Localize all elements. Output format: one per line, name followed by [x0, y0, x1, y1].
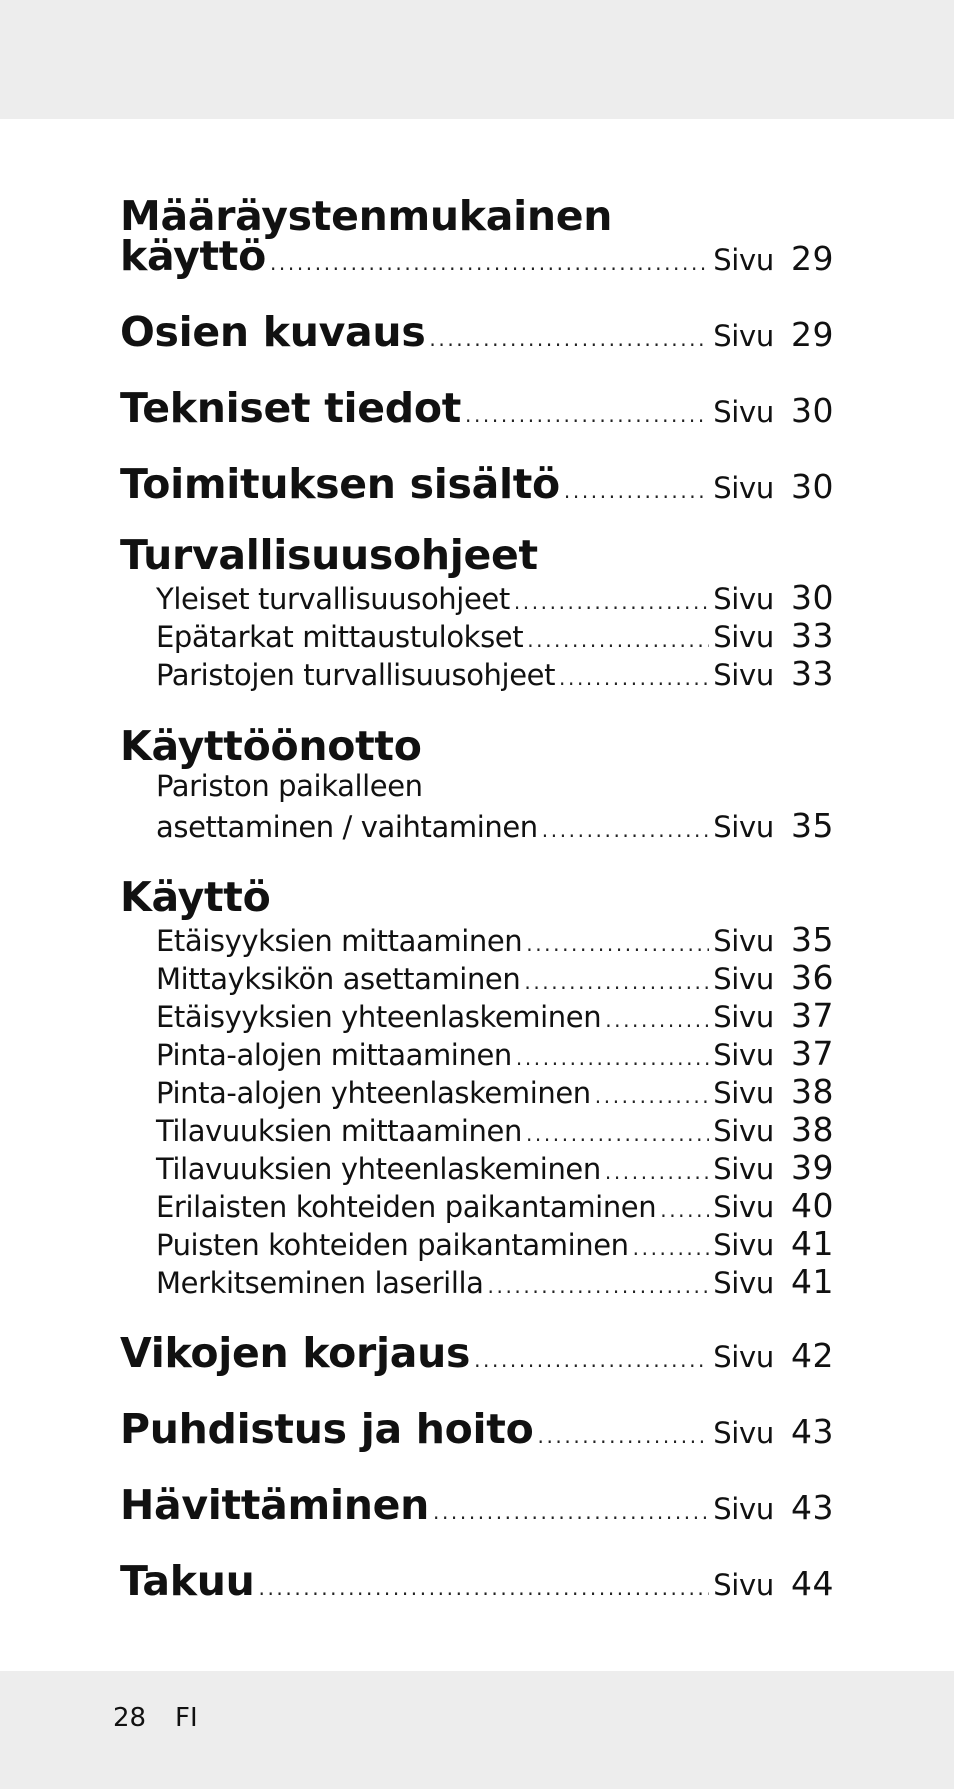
dot-leader: [542, 818, 709, 842]
toc-subentry: Etäisyyksien mittaaminen: [156, 924, 523, 958]
sivu-label: Sivu: [713, 962, 774, 996]
page-number: 35: [791, 920, 834, 959]
toc-entry[interactable]: [120, 460, 834, 508]
dot-leader: [429, 327, 709, 351]
dot-leader: [595, 1084, 709, 1108]
sivu-label: Sivu: [713, 395, 774, 429]
dot-leader: [605, 1008, 709, 1032]
sivu-label: Sivu: [713, 1190, 774, 1224]
toc-heading: Puhdistus ja hoito: [120, 1405, 534, 1453]
toc-subentry: Pinta-alojen yhteenlaskeminen: [156, 1076, 591, 1110]
page-number: 35: [791, 806, 834, 845]
toc-heading: Osien kuvaus: [120, 308, 426, 356]
toc-entry[interactable]: [120, 308, 834, 356]
sivu-label: Sivu: [713, 1038, 774, 1072]
dot-leader: [564, 479, 709, 503]
page-number: 29: [791, 315, 834, 354]
toc-entry[interactable]: [156, 616, 834, 655]
dot-leader: [524, 970, 709, 994]
sivu-label: Sivu: [713, 1266, 774, 1300]
page-number: 30: [791, 391, 834, 430]
sivu-label: Sivu: [713, 1492, 774, 1526]
sivu-label: Sivu: [713, 582, 774, 616]
page-number: 41: [791, 1262, 834, 1301]
dot-leader: [514, 590, 709, 614]
dot-leader: [527, 628, 709, 652]
toc-entry[interactable]: [156, 958, 834, 997]
sivu-label: Sivu: [713, 319, 774, 353]
dot-leader: [660, 1198, 709, 1222]
dot-leader: [526, 932, 709, 956]
sivu-label: Sivu: [713, 1076, 774, 1110]
sivu-label: Sivu: [713, 1416, 774, 1450]
toc-entry[interactable]: [156, 1072, 834, 1111]
toc-subentry: Erilaisten kohteiden paikantaminen: [156, 1190, 657, 1224]
toc-subentry: asettaminen / vaihtaminen: [156, 810, 538, 844]
page-number: 30: [791, 578, 834, 617]
toc-subentry-line: Pariston paikalleen: [156, 769, 423, 803]
toc-entry[interactable]: [120, 232, 834, 280]
toc-entry[interactable]: [156, 1110, 834, 1149]
footer-page-number: 28: [113, 1703, 147, 1733]
toc-entry[interactable]: [156, 654, 834, 693]
page-number: 39: [791, 1148, 834, 1187]
toc-subentry: Epätarkat mittaustulokset: [156, 620, 524, 654]
page-number: 42: [791, 1336, 834, 1375]
dot-leader: [633, 1236, 710, 1260]
toc-subentry: Paristojen turvallisuusohjeet: [156, 658, 556, 692]
toc-subentry: Merkitseminen laserilla: [156, 1266, 484, 1300]
toc-heading: Vikojen korjaus: [120, 1329, 471, 1377]
sivu-label: Sivu: [713, 1340, 774, 1374]
toc-subentry: Tilavuuksien mittaaminen: [156, 1114, 522, 1148]
dot-leader: [270, 251, 709, 275]
toc-entry[interactable]: [120, 1481, 834, 1529]
toc-entry[interactable]: [120, 384, 834, 432]
page-number: 38: [791, 1072, 834, 1111]
sivu-label: Sivu: [713, 471, 774, 505]
toc-heading-line: Määräystenmukainen: [120, 192, 613, 240]
dot-leader: [537, 1424, 709, 1448]
page-number: 40: [791, 1186, 834, 1225]
dot-leader: [526, 1122, 709, 1146]
toc-section-heading[interactable]: Käyttöönotto: [120, 722, 422, 770]
page-number: 43: [791, 1488, 834, 1527]
toc-heading: Toimituksen sisältö: [120, 460, 560, 508]
sivu-label: Sivu: [713, 1114, 774, 1148]
toc-subentry: Mittayksikön asettaminen: [156, 962, 521, 996]
toc-entry[interactable]: [156, 1186, 834, 1225]
toc-subentry: Tilavuuksien yhteenlaskeminen: [156, 1152, 601, 1186]
toc-entry[interactable]: [156, 806, 834, 845]
sivu-label: Sivu: [713, 924, 774, 958]
toc-entry[interactable]: [120, 1329, 834, 1377]
sivu-label: Sivu: [713, 810, 774, 844]
toc-entry[interactable]: [120, 1557, 834, 1605]
toc-entry[interactable]: [156, 996, 834, 1035]
toc-section-heading[interactable]: Turvallisuusohjeet: [120, 531, 538, 579]
toc-subentry: Yleiset turvallisuusohjeet: [156, 582, 510, 616]
toc-entry[interactable]: [156, 920, 834, 959]
page-number: 41: [791, 1224, 834, 1263]
toc-subentry: Puisten kohteiden paikantaminen: [156, 1228, 629, 1262]
dot-leader: [488, 1274, 710, 1298]
sivu-label: Sivu: [713, 1000, 774, 1034]
page-number: 37: [791, 996, 834, 1035]
toc-entry[interactable]: [156, 1224, 834, 1263]
page-number: 30: [791, 467, 834, 506]
dot-leader: [516, 1046, 709, 1070]
sivu-label: Sivu: [713, 658, 774, 692]
toc-heading: Tekniset tiedot: [120, 384, 461, 432]
sivu-label: Sivu: [713, 620, 774, 654]
toc-subentry: Pinta-alojen mittaaminen: [156, 1038, 512, 1072]
page-number: 37: [791, 1034, 834, 1073]
footer-language-code: FI: [175, 1703, 198, 1733]
page-number: 33: [791, 654, 834, 693]
sivu-label: Sivu: [713, 1568, 774, 1602]
toc-section-heading[interactable]: Käyttö: [120, 873, 271, 921]
page-number: 38: [791, 1110, 834, 1149]
sivu-label: Sivu: [713, 243, 774, 277]
sivu-label: Sivu: [713, 1228, 774, 1262]
sivu-label: Sivu: [713, 1152, 774, 1186]
toc-heading: Hävittäminen: [120, 1481, 429, 1529]
dot-leader: [605, 1160, 709, 1184]
dot-leader: [474, 1348, 709, 1372]
page-number: 29: [791, 239, 834, 278]
toc-entry[interactable]: [120, 1405, 834, 1453]
dot-leader: [259, 1576, 710, 1600]
toc-entry[interactable]: [156, 1262, 834, 1301]
page-number: 44: [791, 1564, 834, 1603]
toc-entry[interactable]: [156, 1148, 834, 1187]
page-number: 36: [791, 958, 834, 997]
dot-leader: [559, 666, 709, 690]
toc-heading: käyttö: [120, 232, 266, 280]
toc-entry[interactable]: [156, 578, 834, 617]
toc-heading: Takuu: [120, 1557, 255, 1605]
page-number: 43: [791, 1412, 834, 1451]
toc-subentry: Etäisyyksien yhteenlaskeminen: [156, 1000, 602, 1034]
toc-entry[interactable]: [156, 1034, 834, 1073]
page-number: 33: [791, 616, 834, 655]
dot-leader: [465, 403, 709, 427]
dot-leader: [433, 1500, 709, 1524]
